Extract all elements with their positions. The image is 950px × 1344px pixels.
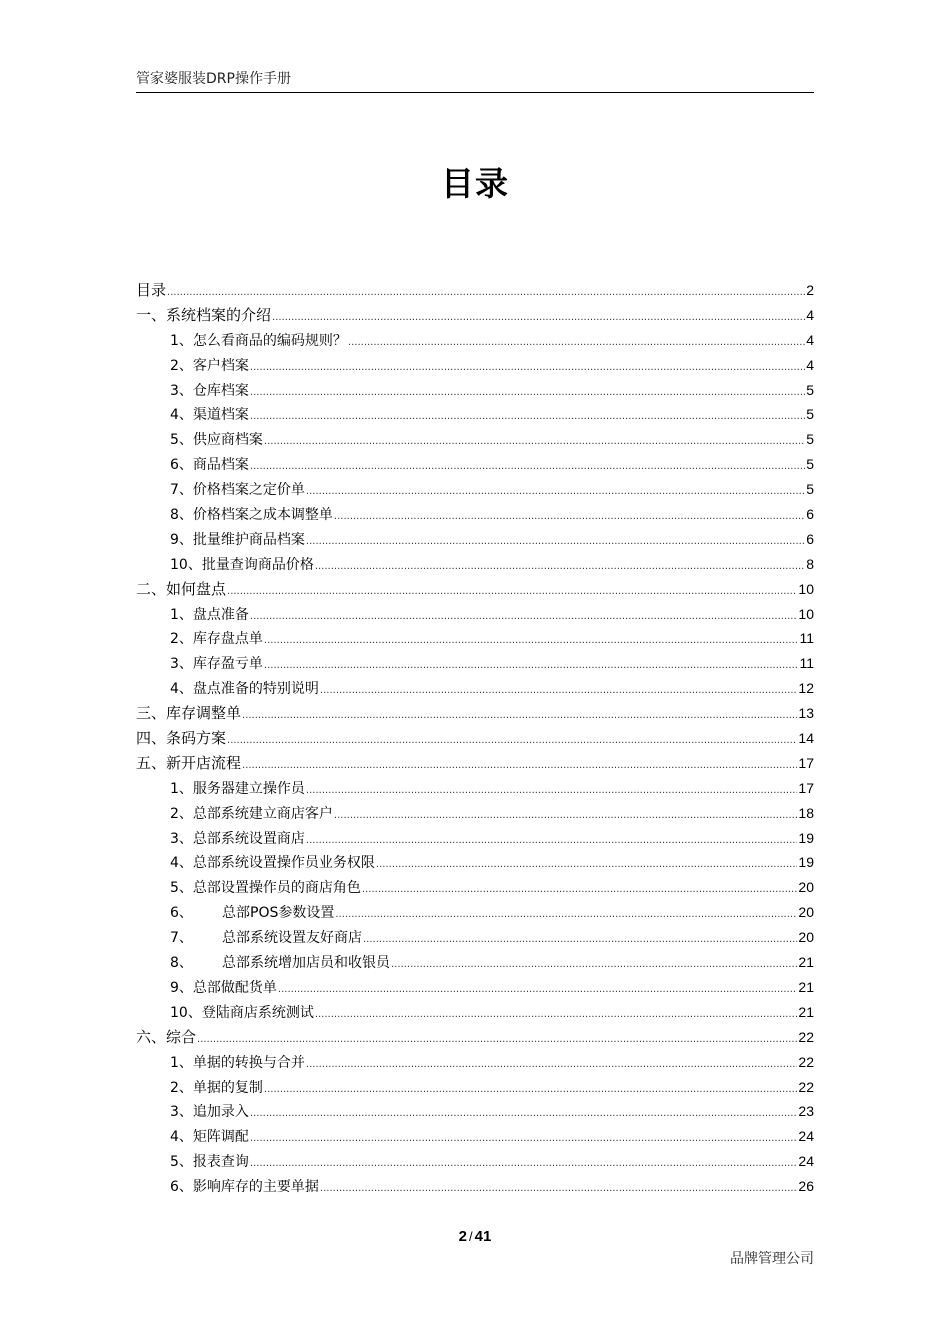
toc-leader-dots	[306, 530, 805, 555]
toc-entry[interactable]	[136, 651, 814, 676]
toc-entry[interactable]	[136, 900, 814, 925]
toc-entry-label	[170, 1001, 314, 1026]
toc-entry-text: 10、批量查询商品价格	[170, 556, 314, 573]
toc-leader-dots	[197, 1028, 797, 1053]
toc-entry-page: 17	[798, 754, 814, 771]
toc-entry-text: 四、条码方案	[136, 729, 227, 748]
toc-entry[interactable]	[136, 626, 814, 651]
toc-entry-page: 2	[806, 282, 814, 298]
toc-leader-dots	[306, 1053, 798, 1078]
toc-entry-text: 5、总部设置操作员的商店角色	[170, 880, 361, 897]
toc-entry-text: 六、综合	[136, 1027, 197, 1046]
footer-company: 品牌管理公司	[730, 1251, 814, 1267]
toc-entry-label	[170, 976, 277, 1001]
toc-entry[interactable]	[136, 701, 814, 726]
page-number	[0, 1228, 950, 1245]
toc-entry[interactable]	[136, 950, 814, 975]
toc-entry-text: 3、总部系统设置商店	[170, 830, 305, 847]
toc-entry-text: 5、报表查询	[170, 1154, 249, 1171]
toc-entry-label	[136, 751, 241, 776]
toc-entry[interactable]	[136, 1050, 814, 1075]
toc-entry-label	[170, 876, 361, 901]
toc-entry-page: 22	[798, 1028, 814, 1045]
toc-entry-label	[170, 528, 305, 553]
toc-entry-label	[170, 603, 249, 628]
toc-entry-page: 10	[798, 605, 814, 622]
toc-entry-page: 8	[806, 555, 814, 572]
toc-entry-page: 26	[798, 1178, 814, 1195]
toc-entry-text: 4、盘点准备的特别说明	[170, 681, 319, 698]
toc-entry-page: 17	[798, 779, 814, 796]
toc-leader-dots	[306, 779, 798, 804]
toc-leader-dots	[227, 580, 797, 605]
toc-entry-text: 2、客户档案	[170, 357, 249, 374]
page-title: 目录	[441, 164, 509, 203]
toc-entry-text: 5、供应商档案	[170, 432, 263, 449]
toc-entry-label	[136, 726, 226, 751]
toc-leader-dots	[264, 430, 805, 455]
toc-entry-page: 4	[806, 306, 814, 323]
toc-entry[interactable]	[136, 826, 814, 851]
toc-entry-label	[136, 303, 271, 328]
toc-entry-label	[170, 652, 263, 677]
toc-entry-number: 8、	[170, 955, 193, 972]
toc-entry-label	[170, 851, 375, 876]
toc-entry[interactable]	[136, 1000, 814, 1025]
toc-entry-page: 12	[798, 680, 814, 697]
toc-entry-label	[136, 278, 166, 303]
toc-entry-page: 11	[799, 630, 814, 647]
toc-entry-label	[136, 577, 226, 602]
toc-entry-text: 1、盘点准备	[170, 606, 249, 623]
toc-entry-text: 总部系统增加店员和收银员	[222, 955, 390, 972]
toc-entry-text: 2、库存盘点单	[170, 631, 263, 648]
toc-entry-text: 三、库存调整单	[136, 704, 242, 723]
toc-entry[interactable]	[136, 402, 814, 427]
toc-entry-text: 3、追加录入	[170, 1104, 249, 1121]
toc-entry[interactable]	[136, 378, 814, 403]
toc-entry-label	[170, 553, 314, 578]
toc-entry[interactable]	[136, 1075, 814, 1100]
toc-entry-text: 二、如何盘点	[136, 579, 227, 598]
toc-entry-label	[136, 701, 241, 726]
toc-entry-label	[170, 677, 319, 702]
toc-leader-dots	[320, 679, 798, 704]
toc-leader-dots	[334, 505, 805, 530]
toc-entry-label	[170, 478, 305, 503]
toc-entry-text: 9、总部做配货单	[170, 979, 277, 996]
toc-entry-page: 13	[798, 705, 814, 722]
toc-entry-page: 20	[798, 904, 814, 921]
toc-entry-page: 4	[806, 356, 814, 373]
toc-leader-dots	[264, 1078, 798, 1103]
header-title: 管家婆服装DRP操作手册	[136, 71, 291, 87]
toc-leader-dots	[264, 629, 799, 654]
toc-leader-dots	[250, 605, 798, 630]
toc-entry-text: 1、怎么看商品的编码规则？	[170, 332, 347, 349]
toc-entry[interactable]	[136, 502, 814, 527]
toc-leader-dots	[362, 878, 798, 903]
toc-entry-page: 19	[798, 829, 814, 846]
toc-entry-text: 一、系统档案的介绍	[136, 305, 272, 324]
toc-entry-text: 2、单据的复制	[170, 1079, 263, 1096]
toc-entry-page: 5	[806, 381, 814, 398]
toc-entry-page: 18	[798, 804, 814, 821]
toc-leader-dots	[242, 704, 797, 729]
toc-entry[interactable]	[136, 751, 814, 776]
toc-entry-text: 总部POS参数设置	[222, 905, 335, 922]
toc-entry[interactable]	[136, 303, 814, 328]
toc-entry-label	[170, 329, 347, 354]
toc-leader-dots	[250, 1127, 798, 1152]
toc-entry[interactable]	[136, 427, 814, 452]
toc-entry-label	[170, 1125, 249, 1150]
toc-entry[interactable]	[136, 1099, 814, 1124]
toc-entry-text: 1、单据的转换与合并	[170, 1054, 305, 1071]
toc-entry-page: 19	[798, 854, 814, 871]
toc-leader-dots	[320, 1177, 798, 1202]
toc-entry-label	[170, 802, 333, 827]
toc-entry[interactable]	[136, 577, 814, 602]
toc-leader-dots	[227, 729, 797, 754]
toc-entry-label	[170, 926, 362, 951]
toc-entry[interactable]	[136, 776, 814, 801]
toc-leader-dots	[363, 928, 797, 953]
toc-entry[interactable]	[136, 850, 814, 875]
page-separator: /	[469, 1229, 473, 1244]
toc-entry-text: 五、新开店流程	[136, 753, 242, 772]
toc-entry-number: 7、	[170, 930, 193, 947]
toc-entry[interactable]	[136, 1124, 814, 1149]
toc-entry-page: 5	[806, 406, 814, 423]
toc-entry-text: 6、商品档案	[170, 457, 249, 474]
toc-entry-page: 10	[798, 580, 814, 597]
toc-entry-page: 21	[798, 954, 814, 971]
page-current: 2	[458, 1228, 468, 1245]
toc-entry-page: 21	[798, 978, 814, 995]
toc-entry[interactable]	[136, 1174, 814, 1199]
toc-leader-dots	[250, 455, 805, 480]
toc-entry-page: 5	[806, 481, 814, 498]
toc-entry-text: 6、影响库存的主要单据	[170, 1179, 319, 1196]
toc-entry-page: 22	[798, 1053, 814, 1070]
toc-entry-page: 21	[798, 1003, 814, 1020]
toc-leader-dots	[272, 306, 805, 331]
toc-leader-dots	[250, 356, 805, 381]
toc-leader-dots	[306, 480, 805, 505]
toc-entry-page: 5	[806, 431, 814, 448]
toc-entry[interactable]	[136, 676, 814, 701]
toc-leader-dots	[315, 555, 805, 580]
toc-entry[interactable]	[136, 602, 814, 627]
toc-entry-text: 3、仓库档案	[170, 382, 249, 399]
toc-entry-page: 24	[798, 1153, 814, 1170]
toc-leader-dots	[250, 1152, 798, 1177]
toc-entry-label	[170, 453, 249, 478]
toc-leader-dots	[348, 331, 805, 356]
toc-entry-page: 20	[798, 929, 814, 946]
toc-entry-text: 10、登陆商店系统测试	[170, 1004, 314, 1021]
toc-entry-label	[170, 354, 249, 379]
toc-entry[interactable]	[136, 527, 814, 552]
toc-entry-label	[170, 379, 249, 404]
toc-entry-text: 8、价格档案之成本调整单	[170, 507, 333, 524]
toc-entry-label	[170, 1175, 319, 1200]
toc-entry-label	[136, 1025, 196, 1050]
toc-entry-label	[170, 1100, 249, 1125]
toc-entry[interactable]	[136, 1149, 814, 1174]
toc-entry-text: 目录	[136, 281, 167, 299]
page-total: 41	[474, 1228, 492, 1245]
toc-entry-text: 总部系统设置友好商店	[222, 930, 362, 947]
toc-entry[interactable]	[136, 975, 814, 1000]
toc-leader-dots	[264, 654, 799, 679]
toc-leader-dots	[250, 381, 805, 406]
table-of-contents	[136, 278, 814, 1199]
page-header	[136, 68, 814, 93]
toc-leader-dots	[278, 978, 798, 1003]
toc-leader-dots	[335, 903, 797, 928]
toc-entry[interactable]	[136, 726, 814, 751]
toc-entry-page: 22	[798, 1078, 814, 1095]
toc-leader-dots	[391, 953, 797, 978]
toc-entry-text: 2、总部系统建立商店客户	[170, 805, 333, 822]
toc-entry-page: 6	[806, 506, 814, 523]
toc-entry-number: 6、	[170, 905, 193, 922]
toc-leader-dots	[334, 804, 798, 829]
toc-entry-label	[170, 503, 333, 528]
toc-entry-label	[170, 627, 263, 652]
toc-entry-label	[170, 1076, 263, 1101]
toc-leader-dots	[315, 1003, 798, 1028]
toc-entry-page: 20	[798, 879, 814, 896]
toc-entry-text: 9、批量维护商品档案	[170, 531, 305, 548]
toc-entry[interactable]	[136, 925, 814, 950]
toc-entry-page: 24	[798, 1128, 814, 1145]
toc-entry-label	[170, 403, 249, 428]
toc-entry[interactable]	[136, 801, 814, 826]
toc-entry[interactable]	[136, 552, 814, 577]
toc-entry-label	[170, 777, 305, 802]
toc-entry-text: 3、库存盈亏单	[170, 656, 263, 673]
toc-leader-dots	[250, 1102, 798, 1127]
toc-entry[interactable]	[136, 875, 814, 900]
toc-entry[interactable]	[136, 452, 814, 477]
toc-leader-dots	[250, 405, 805, 430]
toc-entry-label	[170, 428, 263, 453]
toc-leader-dots	[376, 853, 798, 878]
toc-entry-page: 4	[806, 331, 814, 348]
toc-entry-text: 7、价格档案之定价单	[170, 482, 305, 499]
toc-entry[interactable]	[136, 278, 814, 303]
toc-leader-dots	[242, 754, 797, 779]
toc-entry[interactable]	[136, 328, 814, 353]
toc-entry[interactable]	[136, 477, 814, 502]
toc-entry-page: 5	[806, 456, 814, 473]
toc-leader-dots	[306, 829, 798, 854]
toc-entry-label	[170, 951, 390, 976]
toc-entry-page: 11	[799, 655, 814, 672]
toc-entry-text: 4、渠道档案	[170, 407, 249, 424]
toc-entry-label	[170, 1150, 249, 1175]
toc-entry-label	[170, 901, 334, 926]
toc-entry[interactable]	[136, 1025, 814, 1050]
toc-entry-text: 4、总部系统设置操作员业务权限	[170, 855, 375, 872]
toc-entry-page: 14	[798, 730, 814, 747]
toc-entry-label	[170, 1051, 305, 1076]
toc-entry-label	[170, 827, 305, 852]
toc-entry[interactable]	[136, 353, 814, 378]
toc-entry-page: 6	[806, 530, 814, 547]
toc-entry-page: 23	[798, 1103, 814, 1120]
toc-entry-text: 1、服务器建立操作员	[170, 780, 305, 797]
toc-entry-text: 4、矩阵调配	[170, 1129, 249, 1146]
